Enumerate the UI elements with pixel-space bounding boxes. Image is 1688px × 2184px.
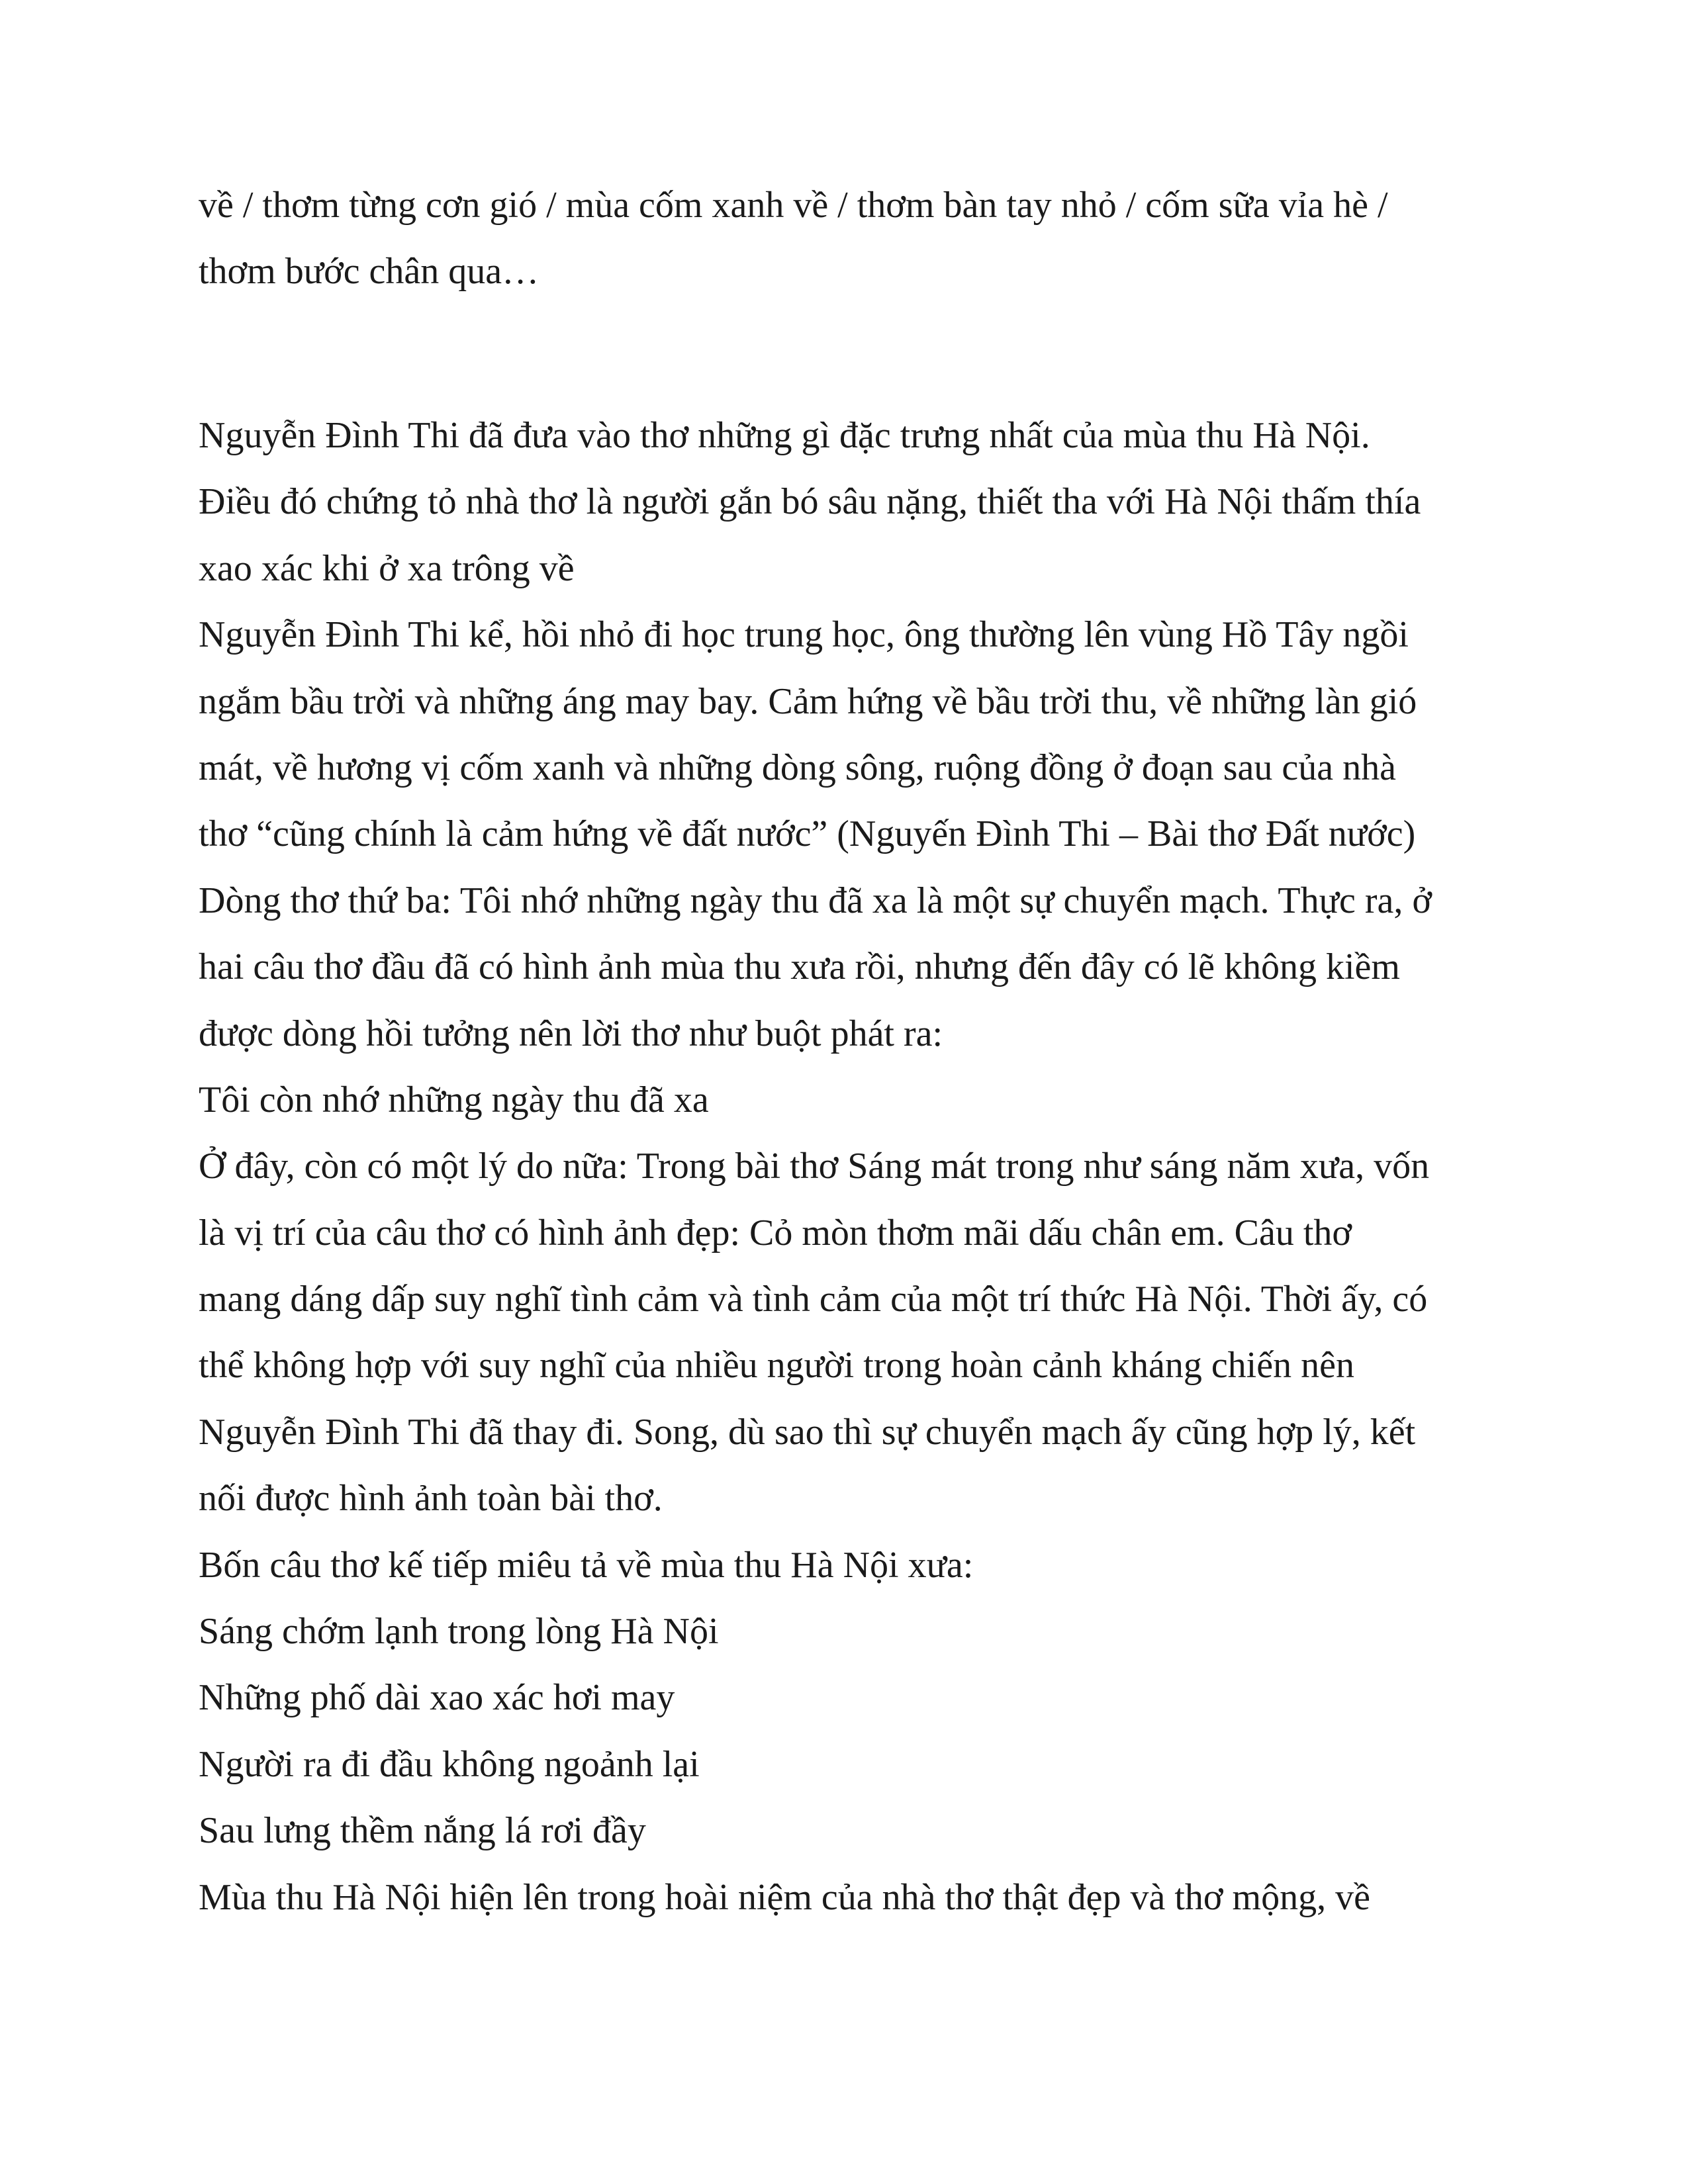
text-line: mát, về hương vị cốm xanh và những dòng sông, ruộng đồng ở đoạn sau của nhà	[199, 747, 1396, 788]
continuation-paragraph	[199, 172, 1509, 305]
text-line: Ở đây, còn có một lý do nữa: Trong bài thơ Sáng mát trong như sáng năm xưa, vốn	[199, 1146, 1430, 1187]
text-line: ngắm bầu trời và những áng may bay. Cảm hứng về bầu trời thu, về những làn gió	[199, 680, 1417, 722]
text-line: là vị trí của câu thơ có hình ảnh đẹp: Cỏ mòn thơm mãi dấu chân em. Câu thơ	[199, 1212, 1352, 1253]
poem-line: Người ra đi đầu không ngoảnh lại	[199, 1743, 700, 1785]
text-line: nối được hình ảnh toàn bài thơ.	[199, 1478, 663, 1520]
body-text	[199, 402, 1509, 1931]
text-line: xao xác khi ở xa trông về	[199, 547, 575, 589]
text-line: Bốn câu thơ kế tiếp miêu tả về mùa thu Hà Nội xưa:	[199, 1544, 974, 1586]
text-line: Điều đó chứng tỏ nhà thơ là người gắn bó sâu nặng, thiết tha với Hà Nội thấm thía	[199, 481, 1421, 523]
text-line: Nguyễn Đình Thi đã đưa vào thơ những gì đặc trưng nhất của mùa thu Hà Nội.	[199, 415, 1370, 456]
text-line: thơ “cũng chính là cảm hứng về đất nước” (Nguyến Đình Thi – Bài thơ Đất nước)	[199, 813, 1416, 855]
poem-line: Tôi còn nhớ những ngày thu đã xa	[199, 1079, 709, 1120]
poem-line: Những phố dài xao xác hơi may	[199, 1677, 675, 1719]
text-line: Dòng thơ thứ ba: Tôi nhớ những ngày thu đã xa là một sự chuyển mạch. Thực ra, ở	[199, 880, 1432, 921]
text-line: được dòng hồi tưởng nên lời thơ như buột phát ra:	[199, 1013, 943, 1054]
text-line: Nguyễn Đình Thi kể, hồi nhỏ đi học trung học, ông thường lên vùng Hồ Tây ngồi	[199, 614, 1409, 656]
poem-line: Sau lưng thềm nắng lá rơi đầy	[199, 1810, 646, 1852]
poem-line: Sáng chớm lạnh trong lòng Hà Nội	[199, 1611, 719, 1653]
text-line: Nguyễn Đình Thi đã thay đi. Song, dù sao thì sự chuyển mạch ấy cũng hợp lý, kết	[199, 1411, 1416, 1453]
text-line: mang dáng dấp suy nghĩ tình cảm và tình cảm của một trí thức Hà Nội. Thời ấy, có	[199, 1279, 1428, 1320]
text-line: Mùa thu Hà Nội hiện lên trong hoài niệm của nhà thơ thật đẹp và thơ mộng, về	[199, 1876, 1370, 1918]
text-line: về / thơm từng cơn gió / mùa cốm xanh về / thơm bàn tay nhỏ / cốm sữa vỉa hè /	[199, 185, 1388, 226]
text-line: thơm bước chân qua…	[199, 251, 539, 293]
text-line: hai câu thơ đầu đã có hình ảnh mùa thu xưa rồi, nhưng đến đây có lẽ không kiềm	[199, 946, 1400, 988]
text-line: thể không hợp với suy nghĩ của nhiều người trong hoàn cảnh kháng chiến nên	[199, 1345, 1354, 1387]
